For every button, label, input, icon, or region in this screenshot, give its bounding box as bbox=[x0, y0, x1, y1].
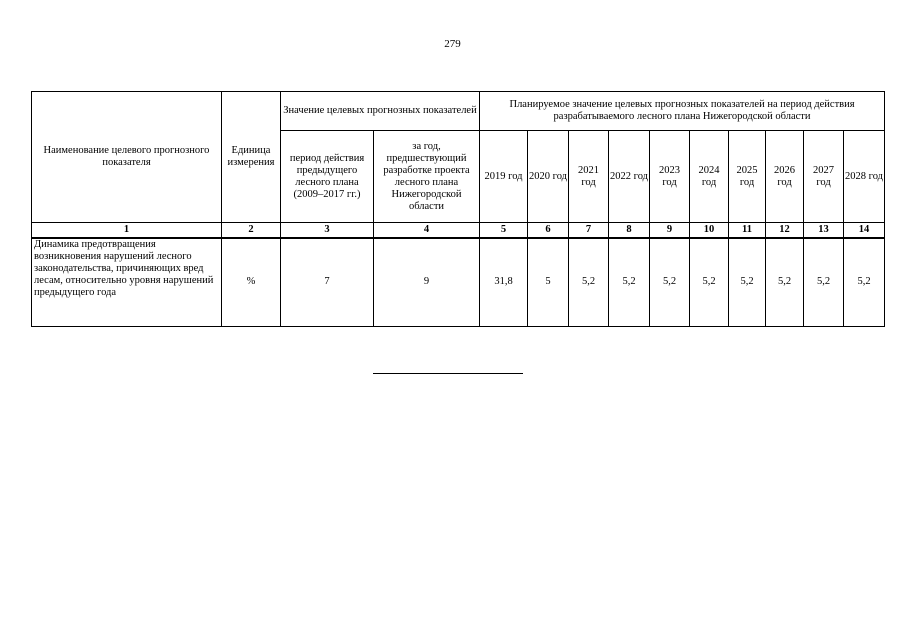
header-indicator-name: Наименование целевого прогнозного показателя bbox=[32, 92, 222, 223]
footer-divider bbox=[373, 373, 523, 374]
table-row bbox=[32, 238, 885, 326]
column-number: 12 bbox=[766, 223, 804, 239]
column-number: 11 bbox=[729, 223, 766, 239]
header-year-2023: 2023 год bbox=[650, 131, 690, 223]
row-indicator-name: Динамика предотвращения возникновения нарушений лесного законодательства, причиняющих вред лесам, относительно уровня нарушений предыдущего года bbox=[32, 238, 222, 326]
header-year-2020: 2020 год bbox=[528, 131, 569, 223]
row-prev-period-value: 7 bbox=[281, 238, 374, 326]
column-number: 7 bbox=[569, 223, 609, 239]
row-value-2026: 5,2 bbox=[766, 238, 804, 326]
header-unit: Единица измерения bbox=[222, 92, 281, 223]
header-year-before: за год, предшествующий разработке проекта лесного плана Нижегородской области bbox=[374, 131, 480, 223]
row-value-2023: 5,2 bbox=[650, 238, 690, 326]
header-prev-period: период действия предыдущего лесного плана (2009–2017 гг.) bbox=[281, 131, 374, 223]
row-value-2022: 5,2 bbox=[609, 238, 650, 326]
column-number: 6 bbox=[528, 223, 569, 239]
column-number: 2 bbox=[222, 223, 281, 239]
header-planned-values-group: Планируемое значение целевых прогнозных показателей на период действия разрабатываемого лесного плана Нижегородской области bbox=[480, 92, 885, 131]
row-value-2024: 5,2 bbox=[690, 238, 729, 326]
header-year-2027: 2027 год bbox=[804, 131, 844, 223]
row-unit: % bbox=[222, 238, 281, 326]
header-year-2026: 2026 год bbox=[766, 131, 804, 223]
column-number: 13 bbox=[804, 223, 844, 239]
row-year-before-value: 9 bbox=[374, 238, 480, 326]
row-value-2028: 5,2 bbox=[844, 238, 885, 326]
header-year-2021: 2021 год bbox=[569, 131, 609, 223]
header-year-2019: 2019 год bbox=[480, 131, 528, 223]
header-year-2022: 2022 год bbox=[609, 131, 650, 223]
row-value-2027: 5,2 bbox=[804, 238, 844, 326]
column-number: 4 bbox=[374, 223, 480, 239]
header-target-values-group: Значение целевых прогнозных показателей bbox=[281, 92, 480, 131]
header-year-2024: 2024 год bbox=[690, 131, 729, 223]
column-number: 8 bbox=[609, 223, 650, 239]
column-number: 3 bbox=[281, 223, 374, 239]
column-number: 5 bbox=[480, 223, 528, 239]
row-value-2020: 5 bbox=[528, 238, 569, 326]
header-year-2025: 2025 год bbox=[729, 131, 766, 223]
page-number: 279 bbox=[444, 38, 461, 50]
target-indicators-table bbox=[31, 91, 885, 327]
row-value-2025: 5,2 bbox=[729, 238, 766, 326]
column-number: 9 bbox=[650, 223, 690, 239]
column-number: 10 bbox=[690, 223, 729, 239]
column-number: 14 bbox=[844, 223, 885, 239]
row-value-2019: 31,8 bbox=[480, 238, 528, 326]
header-year-2028: 2028 год bbox=[844, 131, 885, 223]
column-number: 1 bbox=[32, 223, 222, 239]
row-value-2021: 5,2 bbox=[569, 238, 609, 326]
column-numbers-row bbox=[32, 223, 885, 239]
